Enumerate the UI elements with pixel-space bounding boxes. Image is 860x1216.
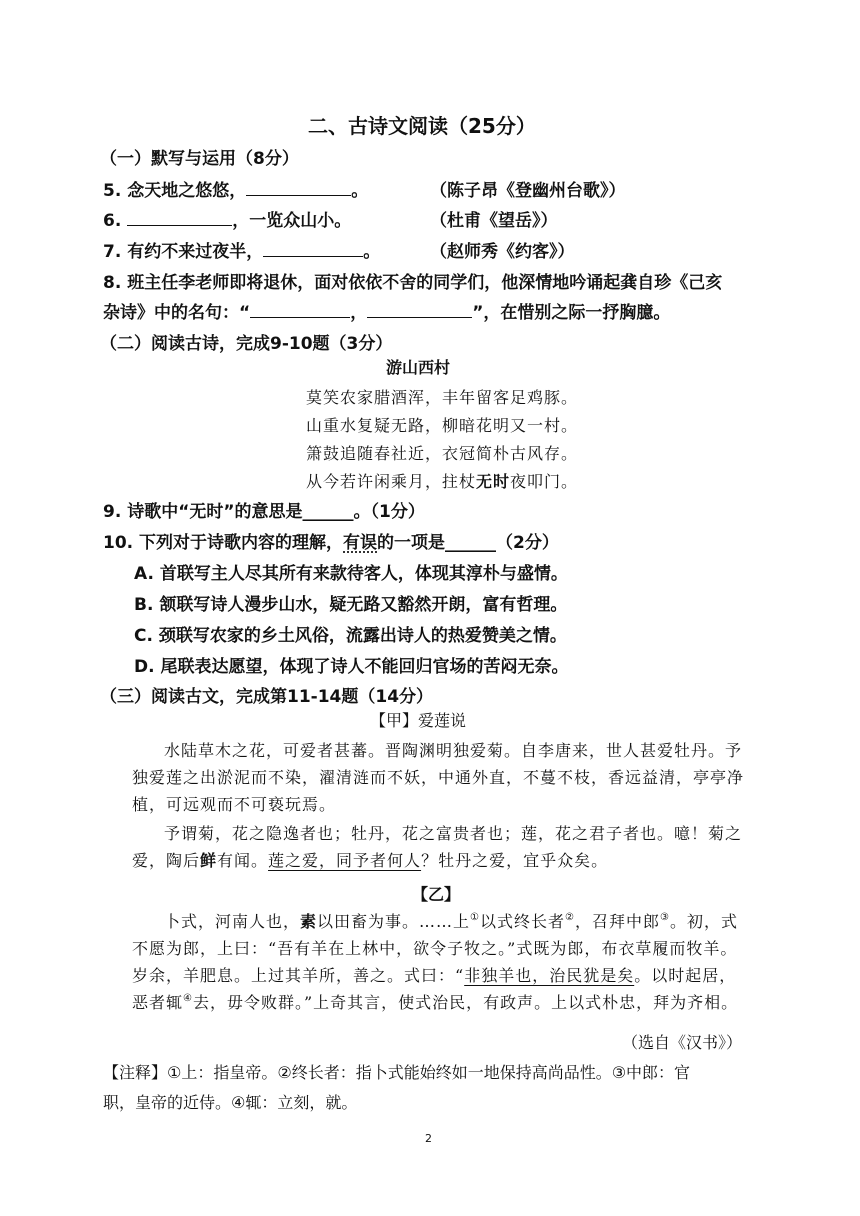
poem-line: 山重水复疑无路，柳暗花明又一村。 (306, 416, 579, 435)
footnote-marker: ④ (183, 993, 193, 1004)
section-title: 二、古诗文阅读（25分） (308, 114, 536, 138)
option-d[interactable]: D. 尾联表达愿望，体现了诗人不能回归官场的苦闷无奈。 (134, 657, 569, 677)
q7-source: （赵师秀《约客》） (430, 242, 575, 262)
part1-heading: （一）默写与运用（8分） (100, 149, 299, 169)
question-6: 6. ，一览众山小。 (103, 211, 352, 231)
option-a[interactable]: A. 首联写主人尽其所有来款待客人，体现其淳朴与盛情。 (134, 564, 568, 584)
poem-line: 莫笑农家腊酒浑，丰年留客足鸡豚。 (306, 388, 579, 407)
option-b[interactable]: B. 颔联写诗人漫步山水，疑无路又豁然开朗，富有哲理。 (134, 595, 568, 615)
jia-paragraph-1: 水陆草木之花，可爱者甚蕃。晋陶渊明独爱菊。自李唐来，世人甚爱牡丹。予独爱莲之出淤泥而不染，濯清涟而不妖，中通外直，不蔓不枝，香远益清，亭亭净植，可远观而不可亵玩焉。 (132, 741, 745, 814)
notes-line-2: 职，皇帝的近侍。④辄：立刻，就。 (103, 1093, 358, 1112)
footnote-marker: ③ (660, 912, 670, 923)
emphasized-word: 鲜 (200, 851, 218, 870)
emphasized-word: 素 (300, 912, 318, 931)
poem-line: 从今若许闲乘月，拄杖无时夜叩门。 (306, 472, 579, 491)
answer-blank[interactable] (367, 303, 472, 318)
emphasized-word: 无时 (476, 472, 511, 491)
q6-source: （杜甫《望岳》） (430, 211, 558, 231)
answer-blank[interactable] (250, 303, 350, 318)
emphasized-word: 有误 (343, 533, 378, 553)
answer-blank[interactable] (263, 242, 363, 257)
jia-title: 【甲】爱莲说 (370, 711, 467, 730)
q5-source: （陈子昂《登幽州台歌》） (430, 181, 626, 201)
notes-line-1: 【注释】①上：指皇帝。②终长者：指卜式能始终如一地保持高尚品性。③中郎：官 (103, 1063, 691, 1082)
underlined-sentence: 莲之爱，同予者何人 (268, 851, 422, 870)
question-10: 10. 下列对于诗歌内容的理解，有误的一项是______（2分） (103, 533, 559, 553)
page-number: 2 (425, 1132, 432, 1145)
footnote-marker: ① (470, 912, 481, 923)
option-c[interactable]: C. 颈联写农家的乡土风俗，流露出诗人的热爱赞美之情。 (134, 626, 567, 646)
part3-heading: （三）阅读古文，完成第11-14题（14分） (100, 687, 434, 707)
question-8-line2: 杂诗》中的名句：“ ， ”，在惜别之际一抒胸臆。 (103, 303, 671, 323)
poem-title: 游山西村 (386, 358, 451, 377)
question-9: 9. 诗歌中“无时”的意思是______。（1分） (103, 502, 425, 522)
jia-paragraph-2: 予谓菊，花之隐逸者也；牡丹，花之富贵者也；莲，花之君子者也。噫！菊之爱，陶后鲜有闻。莲之爱，同予者何人？牡丹之爱，宜乎众矣。 (132, 824, 743, 870)
poem-line: 箫鼓追随春社近，衣冠简朴古风存。 (306, 444, 579, 463)
yi-title: 【乙】 (412, 885, 461, 904)
question-8-line1: 8. 班主任李老师即将退休，面对依依不舍的同学们，他深情地吟诵起龚自珍《己亥 (103, 273, 723, 293)
yi-source: （选自《汉书》） (622, 1033, 743, 1052)
underlined-sentence: 非独羊也，治民犹是矣 (464, 966, 635, 985)
question-5: 5. 念天地之悠悠， 。 (103, 181, 369, 201)
answer-blank[interactable] (127, 211, 232, 226)
answer-blank[interactable] (246, 181, 351, 196)
yi-paragraph: 卜式，河南人也，素以田畜为事。……上①以式终长者②，召拜中郎③。初，式不愿为郎，上曰：“吾有羊在上林中，欲令子牧之。”式既为郎，布衣草履而牧羊。岁余，羊肥息。上过其羊所，善之。式曰：“非独羊也，治民犹是矣。以时起居，恶者辄④去，毋令败群。”上奇其言，使式治民，有政声。上以式朴忠，拜为齐相。 (132, 912, 739, 1012)
footnote-marker: ② (565, 912, 575, 923)
part2-heading: （二）阅读古诗，完成9-10题（3分） (100, 334, 393, 354)
question-7: 7. 有约不来过夜半， 。 (103, 242, 381, 262)
